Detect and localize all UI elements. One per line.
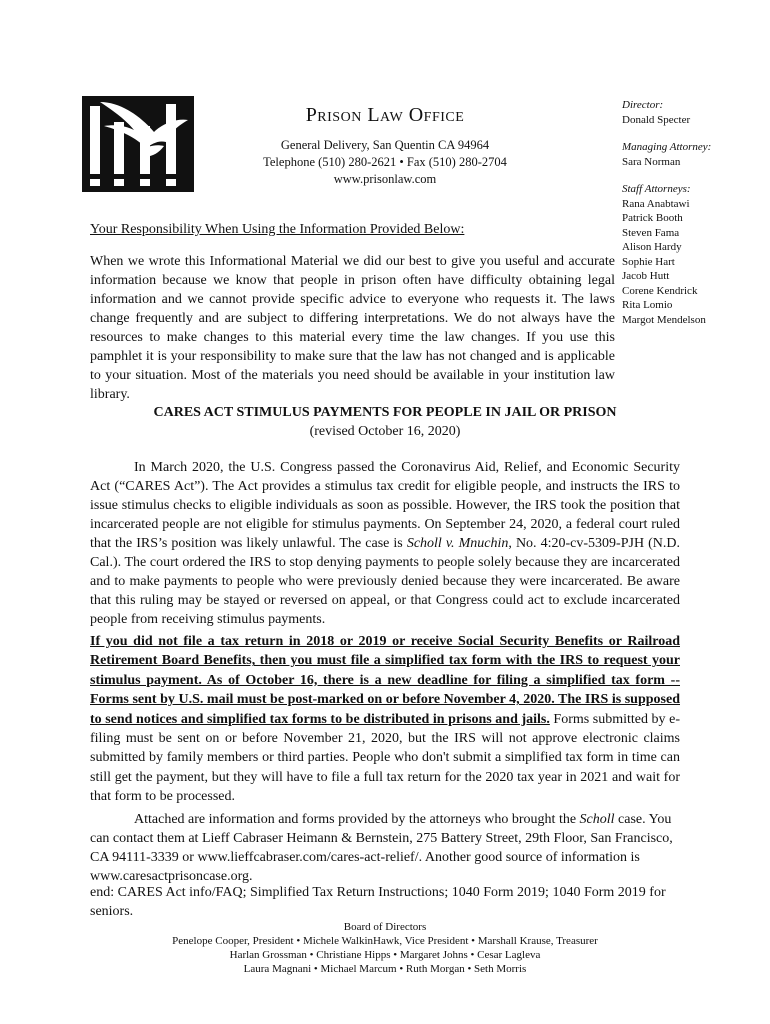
- attached-text-part2: case. You can contact them at Lieff Cabraser Heimann & Bernstein, 275 Battery Street, 29th Floor, San Francisco, CA 94111-3339 or www.lieffcabraser.com/cares-act-relief/. Another good source of information is www.caresactprisoncase.org.: [90, 812, 673, 884]
- org-phone: Telephone (510) 280-2621 • Fax (510) 280-2704: [263, 155, 507, 169]
- responsibility-heading: Your Responsibility When Using the Information Provided Below:: [90, 222, 465, 237]
- org-address: General Delivery, San Quentin CA 94964: [280, 138, 490, 152]
- org-name: Prison Law Office: [305, 104, 465, 126]
- staff-list: [622, 98, 762, 327]
- board-line-2: Harlan Grossman • Christiane Hipps • Margaret Johns • Cesar Lagleva: [229, 949, 541, 961]
- staff-attorney: Jacob Hutt: [622, 270, 670, 282]
- staff-attorney: Corene Kendrick: [622, 284, 698, 297]
- staff-attorney: Patrick Booth: [622, 212, 683, 224]
- case-name: Scholl v. Mnuchin: [406, 536, 509, 551]
- prison-law-office-logo: [82, 96, 194, 192]
- managing-attorney-name: Sara Norman: [622, 155, 681, 168]
- deadline-notice: If you did not file a tax return in 2018 or 2019 or receive Social Security Benefits or Railroad Retirement Board Benefits, then you must file a simplified tax form with the IRS to request your stimulus payment. As of October 16, there is a new deadline for filing a simplified tax form -- Forms sent by U.S. mail must be post-marked on or before November 4, 2020. The IRS is supposed to send notices and simplified tax forms to be distributed in prisons and jails.: [90, 634, 680, 727]
- staff-attorney: Steven Fama: [622, 226, 680, 239]
- staff-attorney: Alison Hardy: [622, 241, 682, 253]
- staff-attorney: Margot Mendelson: [622, 313, 706, 326]
- board-of-directors: [130, 920, 640, 976]
- document-subtitle: (revised October 16, 2020): [309, 424, 461, 439]
- board-line-1: Penelope Cooper, President • Michele WalkinHawk, Vice President • Marshall Krause, Treasurer: [172, 935, 598, 947]
- deadline-paragraph: [90, 632, 680, 807]
- attached-text-part1: Attached are information and forms provided by the attorneys who brought the: [134, 812, 580, 827]
- document-title: CARES ACT STIMULUS PAYMENTS FOR PEOPLE IN JAIL OR PRISON: [153, 405, 617, 420]
- staff-attorney: Sophie Hart: [622, 255, 675, 268]
- attached-paragraph: [90, 810, 680, 886]
- org-website: www.prisonlaw.com: [333, 172, 437, 186]
- director-name: Donald Specter: [622, 113, 691, 126]
- responsibility-paragraph: When we wrote this Informational Material we did our best to give you useful and accurate information because we know that people in prison often have difficulty obtaining legal information and we cannot provide specific advice to everyone who requests it. The laws change frequently and are subject to differing interpretations. We do not always have the resources to make changes to this material every time the law changes. If you use this pamphlet it is your responsibility to make sure that the law has not changed and is applicable to your situation. Most of the materials you need should be available in your institution law library.: [90, 254, 615, 402]
- staff-attorneys-role: Staff Attorneys:: [622, 183, 691, 195]
- cares-text-part1: In March 2020, the U.S. Congress passed the Coronavirus Aid, Relief, and Economic Security Act (“CARES Act”). The Act provides a stimulus tax credit for eligible people, and instructs the IRS to issue stimulus checks to eligible individuals as soon as possible. However, the IRS took the position that incarcerated people are not eligible for stimulus payments. On September 24, 2020, a federal court ruled that the IRS’s position was likely unlawful. The case is: [90, 460, 680, 551]
- managing-attorney-role: Managing Attorney:: [622, 141, 712, 153]
- board-heading: Board of Directors: [343, 921, 427, 933]
- enclosures-line: end: CARES Act info/FAQ; Simplified Tax Return Instructions; 1040 Form 2019; 1040 Form 2019 for seniors.: [90, 885, 666, 919]
- attached-case-name: Scholl: [579, 812, 615, 827]
- staff-attorney: Rana Anabtawi: [622, 197, 690, 210]
- board-line-3: Laura Magnani • Michael Marcum • Ruth Morgan • Seth Morris: [243, 963, 527, 975]
- director-role: Director:: [622, 99, 664, 111]
- deadline-details: Forms submitted by e-filing must be sent on or before November 21, 2020, but the IRS will not approve electronic claims submitted by family members or third parties. People who don't submit a simplified tax form in time can still get the payment, but they will have to file a full tax return for the 2020 tax year in 2021 and wait for that form to be processed.: [90, 711, 680, 805]
- cares-act-paragraph: [90, 458, 680, 629]
- cares-text-part2: , No. 4:20-cv-5309-PJH (N.D. Cal.). The court ordered the IRS to stop denying payments to people solely because they are incarcerated and to make payments to people who were previously denied because they were incarcerated. Be aware that this ruling may be stayed or reversed on appeal, or that Congress could act to exclude incarcerated people from receiving stimulus payments.: [90, 536, 681, 627]
- letterhead: [230, 104, 540, 188]
- staff-attorney: Rita Lomio: [622, 299, 673, 311]
